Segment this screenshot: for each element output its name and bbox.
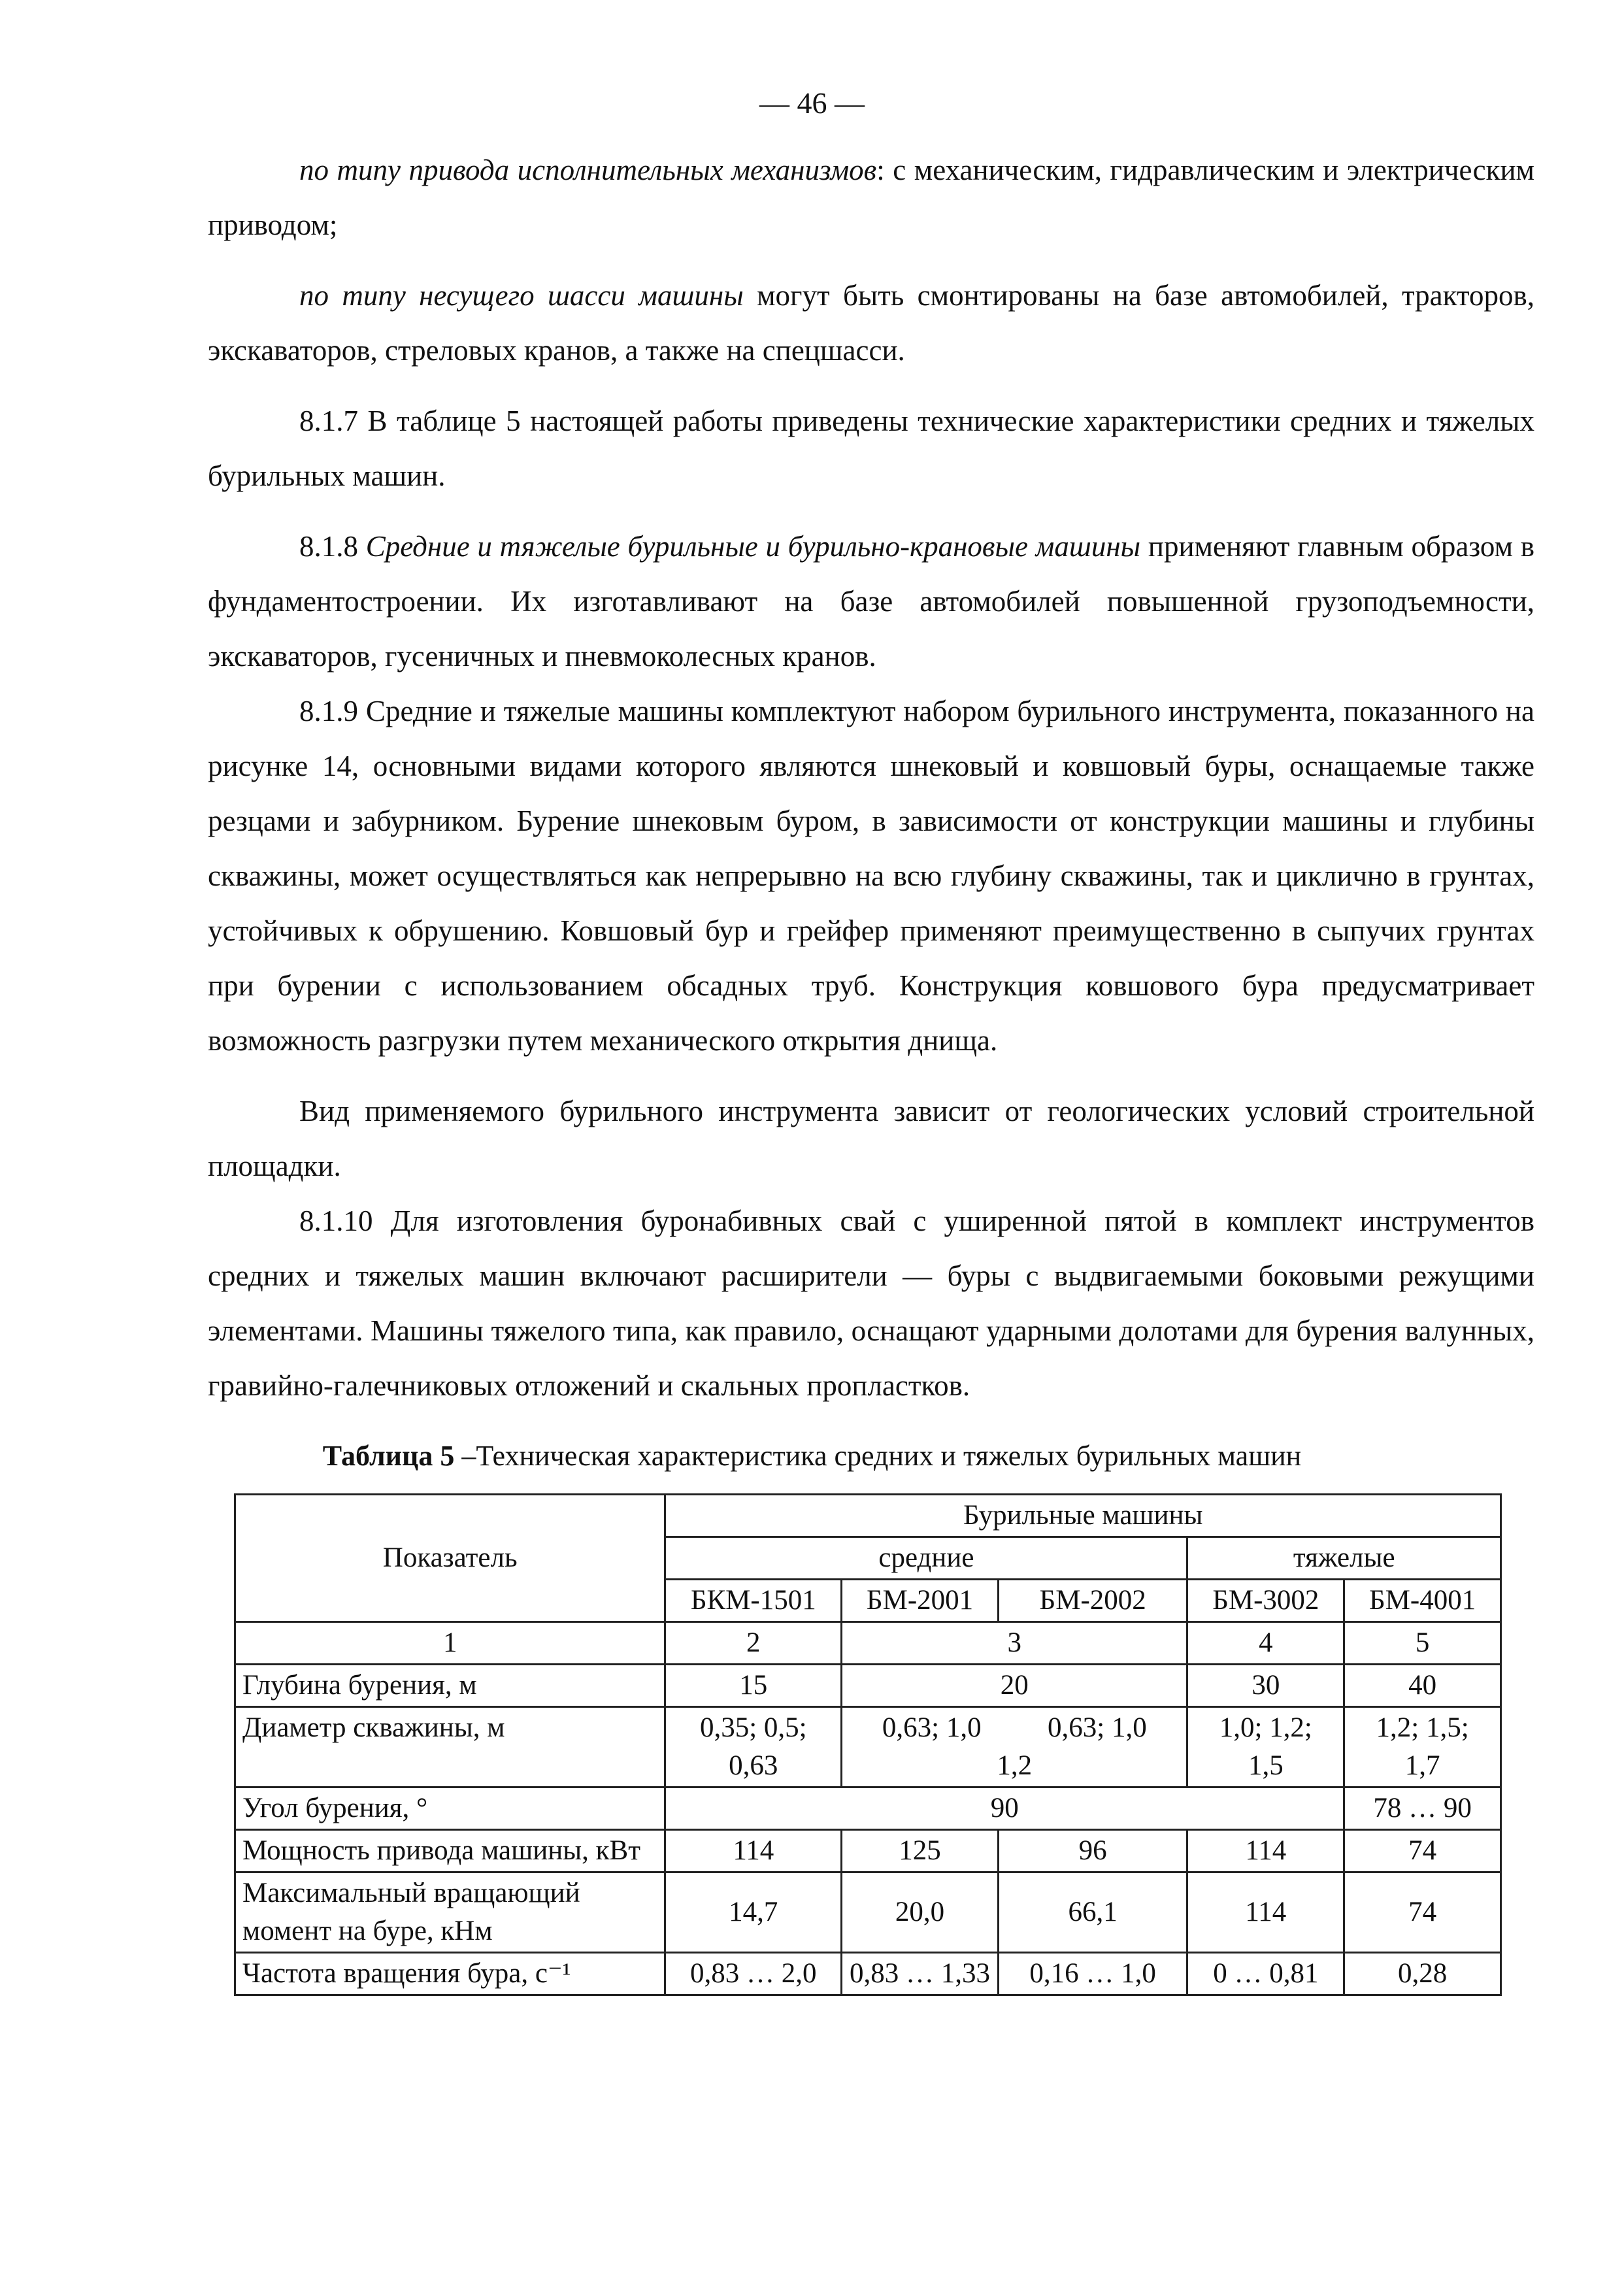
cell-line: 0,63	[729, 1750, 778, 1781]
table-caption-text: –Техническая характеристика средних и тяжелых бурильных машин	[454, 1440, 1302, 1472]
body-text	[208, 142, 1534, 1413]
cell-line	[849, 1709, 1180, 1747]
cell-line: 1,0; 1,2;	[1219, 1712, 1312, 1743]
table-cell: 114	[1187, 1830, 1344, 1872]
italic-term: по типу несущего шасси машины	[299, 279, 744, 312]
paragraph-text: применяют главным образом в фундаментостроении. Их изготавливают на базе автомобилей повышенной грузоподъемности, экскаваторов, гусеничных и пневмоколесных кранов.	[208, 530, 1535, 673]
table-cell	[665, 1707, 842, 1787]
cell-line: 1,7	[1404, 1750, 1440, 1781]
table-row-power	[235, 1830, 1501, 1872]
clause-number: 8.1.8	[299, 530, 366, 563]
cell-line: 1,5	[1248, 1750, 1284, 1781]
paragraph-chassis-type	[208, 268, 1534, 378]
cell-value: 0,63; 1,0	[882, 1712, 982, 1743]
row-label: Максимальный вращающий момент на буре, кНм	[235, 1872, 665, 1953]
paragraph-8-1-9: 8.1.9 Средние и тяжелые машины комплектуют набором бурильного инструмента, показанного на рисунке 14, основными видами которого являются шнековый и ковшовый буры, оснащаемые также резцами и забурником. Бурение шнековым буром, в зависимости от конструкции машины и глубины скважины, может осуществляться как непрерывно на всю глубину скважины, так и циклично в грунтах, устойчивых к обрушению. Ковшовый бур и грейфер применяют преимущественно в сыпучих грунтах при бурении с использованием обсадных труб. Конструкция ковшового бура предусматривает возможность разгрузки путем механического открытия днища.	[208, 695, 1534, 1057]
table-cell: 78 … 90	[1344, 1787, 1501, 1830]
paragraph-text: : с механическим, гидравлическим и электрическим приводом;	[208, 154, 1534, 241]
table-cell: 20,0	[842, 1872, 999, 1953]
paragraph-drive-type	[208, 142, 1534, 252]
paragraph-tool-choice: Вид применяемого бурильного инструмента зависит от геологических условий строительной площадки.	[208, 1095, 1534, 1182]
table-cell	[1187, 1707, 1344, 1787]
header-model: БКМ-1501	[665, 1580, 842, 1622]
header-model: БМ-4001	[1344, 1580, 1501, 1622]
table-row-angle	[235, 1787, 1501, 1830]
column-number: 5	[1344, 1622, 1501, 1665]
table-header-row	[235, 1495, 1501, 1537]
table-cell: 66,1	[998, 1872, 1187, 1953]
table-cell: 14,7	[665, 1872, 842, 1953]
table-row-depth	[235, 1665, 1501, 1707]
table-cell: 30	[1187, 1665, 1344, 1707]
table-row-torque	[235, 1872, 1501, 1953]
paragraph-8-1-8	[208, 519, 1534, 684]
table-cell: 90	[665, 1787, 1344, 1830]
row-label: Диаметр скважины, м	[235, 1707, 665, 1787]
cell-line: 1,2; 1,5;	[1376, 1712, 1469, 1743]
header-model: БМ-2002	[998, 1580, 1187, 1622]
table-cell: 20	[842, 1665, 1187, 1707]
table-cell	[1344, 1707, 1501, 1787]
table-caption	[0, 1437, 1624, 1476]
paragraph-8-1-10: 8.1.10 Для изготовления буронабивных свай с уширенной пятой в комплект инструментов средних и тяжелых машин включают расширители — буры с выдвигаемыми боковыми режущими элементами. Машины тяжелого типа, как правило, оснащают ударными долотами для бурения валунных, гравийно-галечниковых отложений и скальных пропластков.	[208, 1205, 1534, 1402]
column-number: 1	[235, 1622, 665, 1665]
column-number: 3	[842, 1622, 1187, 1665]
column-number: 4	[1187, 1622, 1344, 1665]
table-cell: 125	[842, 1830, 999, 1872]
header-indicator: Показатель	[235, 1495, 665, 1622]
spec-table	[234, 1493, 1502, 1996]
table-cell: 74	[1344, 1830, 1501, 1872]
column-number: 2	[665, 1622, 842, 1665]
header-heavy: тяжелые	[1187, 1537, 1501, 1580]
table-cell	[842, 1707, 1187, 1787]
header-model: БМ-2001	[842, 1580, 999, 1622]
row-label: Глубина бурения, м	[235, 1665, 665, 1707]
paragraph-8-1-7: 8.1.7 В таблице 5 настоящей работы приведены технические характеристики средних и тяжелых бурильных машин.	[208, 405, 1534, 492]
cell-line: 0,35; 0,5;	[699, 1712, 807, 1743]
cell-line: 1,2	[997, 1750, 1033, 1781]
table-cell: 15	[665, 1665, 842, 1707]
header-medium: средние	[665, 1537, 1187, 1580]
table-cell: 40	[1344, 1665, 1501, 1707]
table-cell: 0,16 … 1,0	[998, 1953, 1187, 1995]
table-cell: 0,28	[1344, 1953, 1501, 1995]
italic-term: Средние и тяжелые бурильные и бурильно-крановые машины	[365, 530, 1141, 563]
page-number: — 46 —	[759, 86, 865, 120]
paragraph-text: могут быть смонтированы на базе автомобилей, тракторов, экскаваторов, стреловых кранов, а также на спецшасси.	[208, 279, 1534, 367]
header-model: БМ-3002	[1187, 1580, 1344, 1622]
table-row-diameter	[235, 1707, 1501, 1787]
header-machines: Бурильные машины	[665, 1495, 1501, 1537]
table-cell: 74	[1344, 1872, 1501, 1953]
table-cell: 0 … 0,81	[1187, 1953, 1344, 1995]
table-cell: 0,83 … 1,33	[842, 1953, 999, 1995]
table-cell: 114	[665, 1830, 842, 1872]
table-cell: 96	[998, 1830, 1187, 1872]
row-label: Угол бурения, °	[235, 1787, 665, 1830]
row-label: Мощность привода машины, кВт	[235, 1830, 665, 1872]
row-label: Частота вращения бура, с⁻¹	[235, 1953, 665, 1995]
table-row-speed	[235, 1953, 1501, 1995]
cell-value: 0,63; 1,0	[1048, 1712, 1147, 1743]
table-cell: 114	[1187, 1872, 1344, 1953]
table-caption-label: Таблица 5	[322, 1440, 455, 1472]
table-cell: 0,83 … 2,0	[665, 1953, 842, 1995]
column-number-row	[235, 1622, 1501, 1665]
italic-term: по типу привода исполнительных механизмов	[299, 154, 877, 186]
